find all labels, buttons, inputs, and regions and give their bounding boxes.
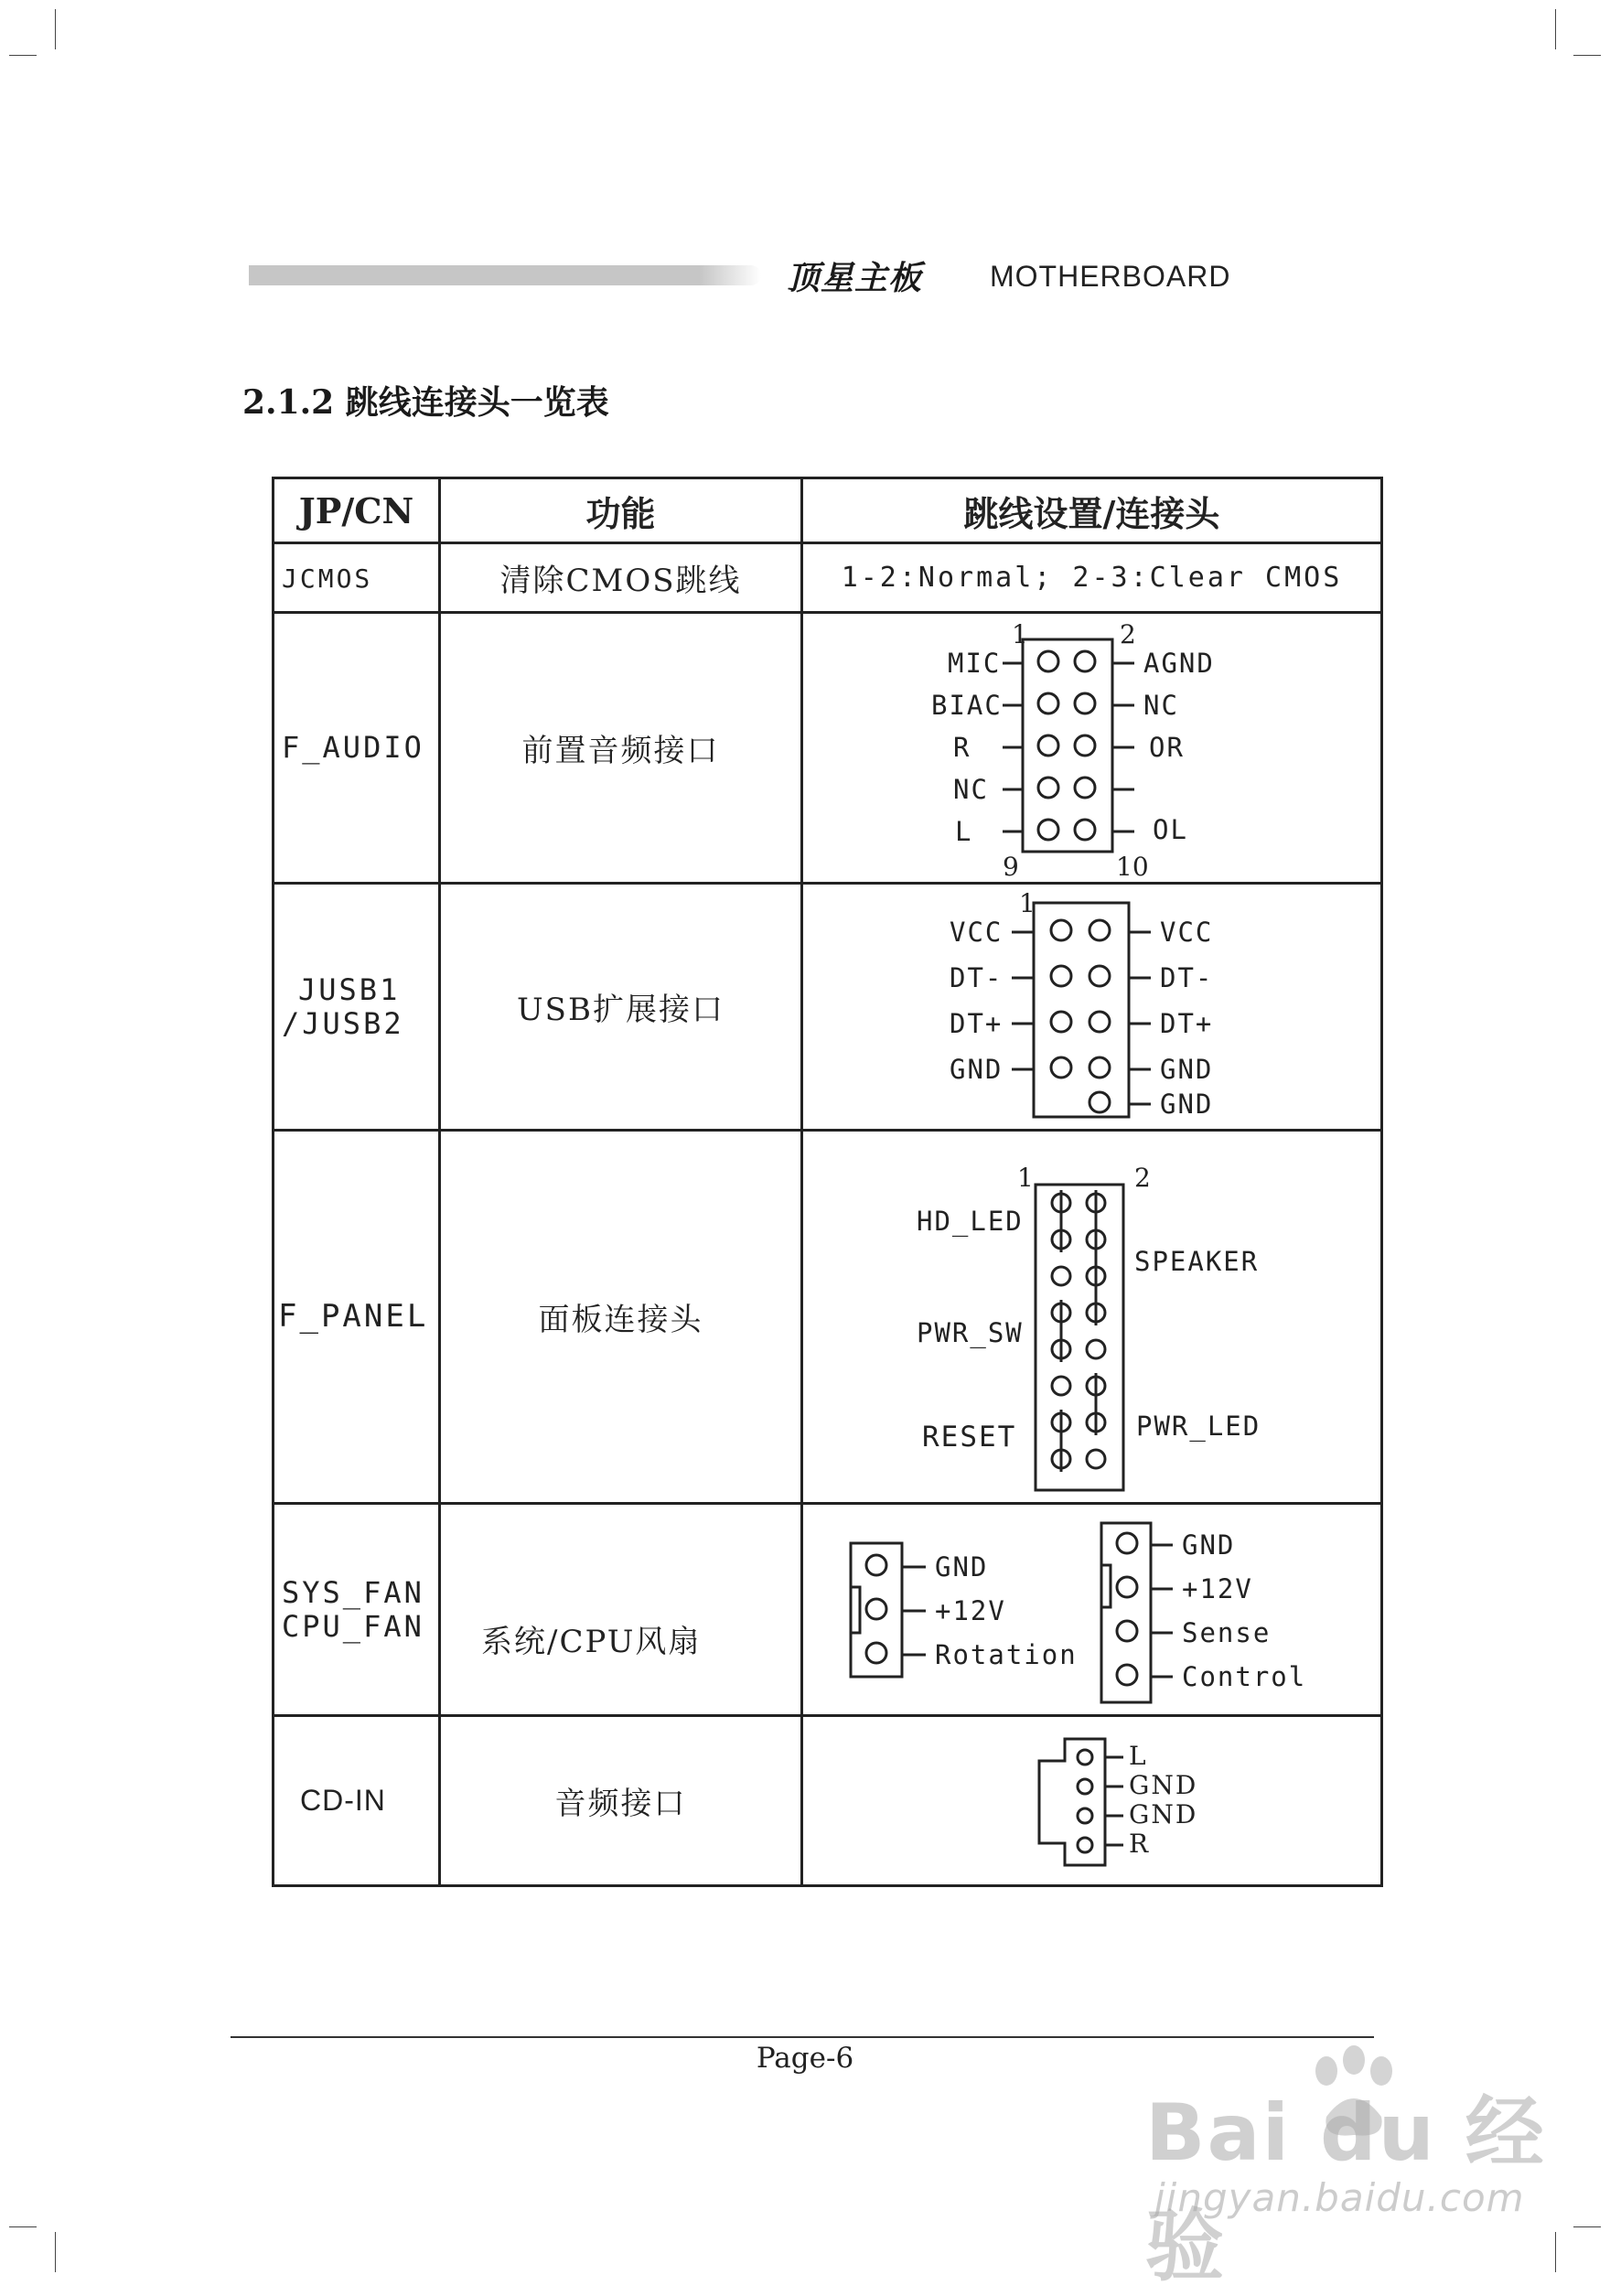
crop-mark [9,55,37,56]
pin-label: VCC [950,916,1004,948]
pin-label: OR [1149,731,1185,763]
pin-row [950,1008,1213,1039]
row-function-text: 音频接口 [554,1786,687,1822]
pin-label: L [955,815,973,847]
pin [1117,1533,1137,1553]
f-audio-pin-diagram [803,616,1383,881]
table-row [274,1716,1382,1886]
f-panel-pin-diagram [803,1133,1383,1501]
pin-label: BIAC [931,689,1003,721]
pin-row [953,774,1134,805]
pin-label: OL [1153,813,1188,845]
pin [1089,1057,1110,1078]
pin [1052,1377,1070,1395]
pin [866,1599,886,1619]
pin-label: +12V [935,1594,1006,1626]
pin-label: Rotation [935,1638,1078,1670]
pin [1051,1012,1071,1032]
connector-key [851,1587,860,1633]
pin-label: GND [1160,1088,1214,1120]
pin [866,1643,886,1663]
row-id [274,1504,440,1716]
row-setting [802,1131,1382,1504]
pin [1078,1779,1092,1794]
header-outline [1023,639,1112,852]
row-id-text: F_PANEL [278,1297,429,1335]
row-setting [802,1504,1382,1716]
row-setting [802,543,1382,613]
pin-label: AGND [1143,647,1215,679]
pin-label: L [1129,1740,1148,1771]
pin-label: DT+ [1160,1007,1214,1039]
pin-label: GND [1129,1798,1198,1829]
pin [1075,778,1095,798]
pin [1075,693,1095,713]
row-id-line: /JUSB2 [282,1005,404,1041]
pin-label: NC [953,773,989,805]
column-header-setting: 跳线设置/连接头 [802,478,1382,543]
table-row [274,1131,1382,1504]
pin [1117,1577,1137,1597]
connector-outline [1039,1739,1105,1865]
row-function [440,1131,802,1504]
pin [1075,735,1095,756]
pin [1075,820,1095,840]
pin-grid [1052,1190,1105,1472]
brand-name-cn: 顶星主板 [787,260,923,297]
pin-label: Sense [1182,1616,1272,1648]
row-id-text: F_AUDIO [282,730,424,766]
pin-label: DT- [1160,961,1214,993]
pin [1087,1450,1105,1468]
pin-label: SPEAKER [1134,1245,1260,1277]
pin-number: 1 [1012,618,1028,649]
pin-row [948,648,1215,679]
watermark-logo: Bai du 经验 [1145,2087,1546,2292]
pin [1052,1267,1070,1285]
crop-mark [1573,55,1601,56]
pin-number: 10 [1116,851,1149,881]
header-bar [249,265,761,285]
pin [1089,1012,1110,1032]
row-id [274,1716,440,1886]
watermark-url: jingyan.baidu.com [1154,2175,1525,2220]
cd-in-connector [1039,1739,1123,1865]
row-function [440,1716,802,1886]
row-function-text: 面板连接头 [538,1302,703,1338]
pin-number: 1 [1017,1162,1034,1193]
pin [1089,920,1110,940]
pin [1078,1838,1092,1852]
pin-label: GND [950,1053,1004,1085]
row-function [440,884,802,1131]
pin [1038,778,1058,798]
pin-label: RESET [922,1420,1017,1454]
pin-label: PWR_SW [917,1316,1024,1348]
pin-label: HD_LED [917,1205,1024,1237]
header-outline [1034,903,1129,1117]
pin-number: 2 [1134,1162,1151,1193]
row-function-text: USB扩展接口 [517,992,724,1028]
pin-label: GND [1160,1053,1214,1085]
pin [866,1555,886,1575]
header-outline [1036,1185,1123,1490]
connector-outline [851,1543,902,1677]
pin [1051,920,1071,940]
fan-3pin-connector [851,1543,926,1677]
pin-label: GND [1129,1769,1198,1800]
pin-label: R [1129,1828,1151,1859]
jcmos-setting-text: 1-2:Normal; 2-3:Clear CMOS [841,562,1343,594]
pin-label: Control [1182,1660,1307,1692]
crop-mark [55,9,56,49]
pin-label: PWR_LED [1136,1410,1261,1442]
page-number: Page-6 [756,2042,854,2075]
pin-row [931,690,1179,721]
pin [1078,1808,1092,1823]
row-function [440,543,802,613]
crop-mark [55,2232,56,2272]
section-title: 2.1.2 跳线连接头一览表 [242,383,609,422]
row-id [274,543,440,613]
connector-outline [1101,1523,1151,1702]
pin-row [950,1054,1213,1085]
crop-mark [1555,9,1556,49]
row-id [274,613,440,884]
pin [1078,1750,1092,1765]
pin-label: DT- [950,961,1004,993]
pin [1038,651,1058,671]
pin-label: R [953,731,971,763]
row-id-line: SYS_FAN [282,1574,424,1610]
pin-row [955,814,1188,847]
pin-row [950,917,1213,948]
row-id [274,884,440,1131]
usb-pin-diagram [803,886,1383,1128]
pin-label: VCC [1160,916,1214,948]
pin [1089,1092,1110,1112]
pin-row [953,732,1185,763]
footer-divider [231,2036,1374,2038]
row-id-text: JCMOS [282,563,373,595]
pin [1051,1057,1071,1078]
pin-row [950,962,1213,993]
row-function-text: 系统/CPU风扇 [481,1624,702,1660]
row-setting [802,613,1382,884]
pin [1087,1340,1105,1358]
pin-label: GND [935,1550,989,1583]
row-function [440,1504,802,1716]
pin [1117,1665,1137,1685]
table-row [274,884,1382,1131]
table-row [274,543,1382,613]
row-function-text: 清除CMOS跳线 [499,563,742,599]
jumper-table [272,477,1383,1887]
pin-label: GND [1182,1529,1236,1561]
row-id-line: JUSB1 [298,971,401,1007]
fan-4pin-connector [1101,1523,1173,1702]
column-header-id: JP/CN [274,478,440,543]
pin-number: 2 [1120,618,1136,649]
column-header-function: 功能 [440,478,802,543]
row-setting [802,1716,1382,1886]
brand-name-en: MOTHERBOARD [990,260,1231,293]
pin [1038,693,1058,713]
pin-row [1089,1089,1213,1120]
table-header-row [274,478,1382,543]
pin [1038,735,1058,756]
pin-number: 1 [1019,887,1036,918]
table-row [274,613,1382,884]
connector-key [1101,1565,1111,1607]
pin [1038,820,1058,840]
pin-label: MIC [948,647,1002,679]
pin-label: +12V [1182,1572,1253,1604]
row-function-text: 前置音频接口 [521,733,720,769]
crop-mark [9,2226,37,2227]
pin [1051,966,1071,986]
cd-in-pin-diagram [803,1719,1383,1883]
pin [1089,966,1110,986]
pin [1075,651,1095,671]
row-function [440,613,802,884]
fan-pin-diagram [803,1507,1383,1713]
row-id-line: CPU_FAN [282,1608,424,1644]
row-id-text: CD-IN [300,1784,386,1818]
row-setting [802,884,1382,1131]
row-id [274,1131,440,1504]
pin-number: 9 [1003,851,1019,881]
table-row [274,1504,1382,1716]
pin-label: NC [1143,689,1179,721]
pin-label: DT+ [950,1007,1004,1039]
pin [1117,1621,1137,1641]
